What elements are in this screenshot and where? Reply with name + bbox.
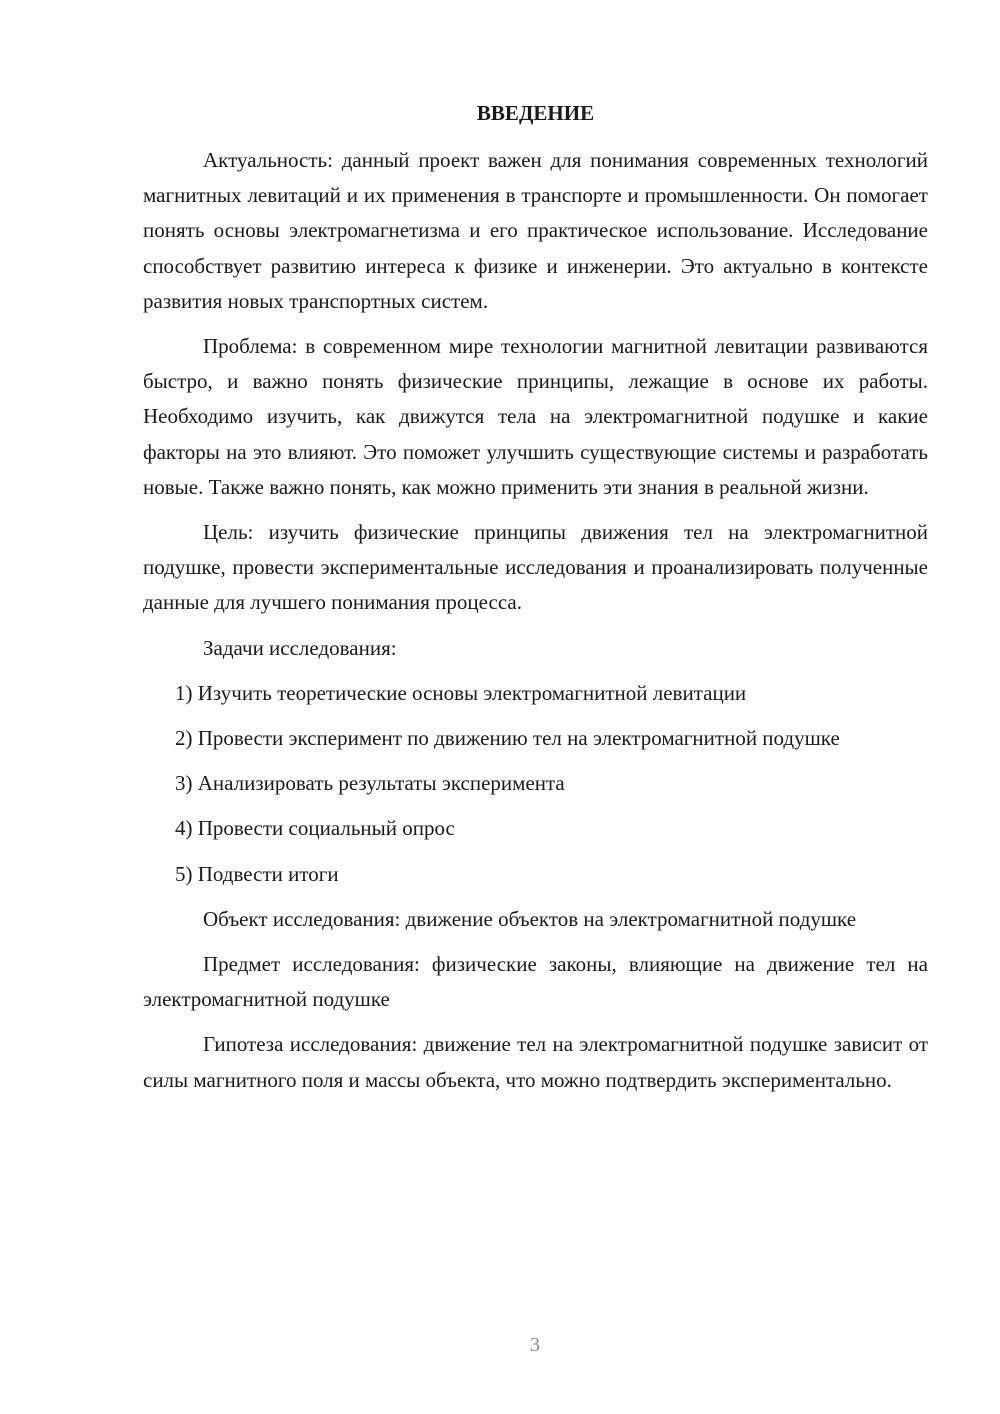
task-item: 2) Провести эксперимент по движению тел на электромагнитной подушке xyxy=(175,726,840,751)
subject-paragraph: Предмет исследования: физические законы, влияющие на движение тел на электромагнитной подушке xyxy=(143,952,928,1012)
task-item: 3) Анализировать результаты эксперимента xyxy=(175,771,565,796)
relevance-paragraph: Актуальность: данный проект важен для понимания современных технологий магнитных левитаций и их применения в транспорте и промышленности. Он помогает понять основы электромагнетизма и его практическое использование. Исследование способствует развитию интереса к физике и инженерии. Это актуально в контексте развития новых транспортных систем. xyxy=(143,148,928,313)
tasks-heading: Задачи исследования: xyxy=(203,635,397,660)
task-item: 5) Подвести итоги xyxy=(175,861,339,886)
page-number: 3 xyxy=(530,1334,540,1356)
task-item: 1) Изучить теоретические основы электромагнитной левитации xyxy=(175,680,747,705)
page-content xyxy=(143,96,928,1108)
problem-paragraph: Проблема: в современном мире технологии магнитной левитации развиваются быстро, и важно понять физические принципы, лежащие в основе их работы. Необходимо изучить, как движутся тела на электромагнитной подушке и какие факторы на это влияют. Это поможет улучшить существующие системы и разработать новые. Также важно понять, как можно применить эти знания в реальной жизни. xyxy=(143,334,928,499)
goal-paragraph: Цель: изучить физические принципы движения тел на электромагнитной подушке, провести экспериментальные исследования и проанализировать полученные данные для лучшего понимания процесса. xyxy=(143,520,928,615)
task-item: 4) Провести социальный опрос xyxy=(175,816,455,841)
hypothesis-paragraph: Гипотеза исследования: движение тел на электромагнитной подушке зависит от силы магнитного поля и массы объекта, что можно подтвердить экспериментально. xyxy=(143,1032,928,1092)
section-title: ВВЕДЕНИЕ xyxy=(476,101,595,125)
object-paragraph: Объект исследования: движение объектов на электромагнитной подушке xyxy=(203,906,857,931)
